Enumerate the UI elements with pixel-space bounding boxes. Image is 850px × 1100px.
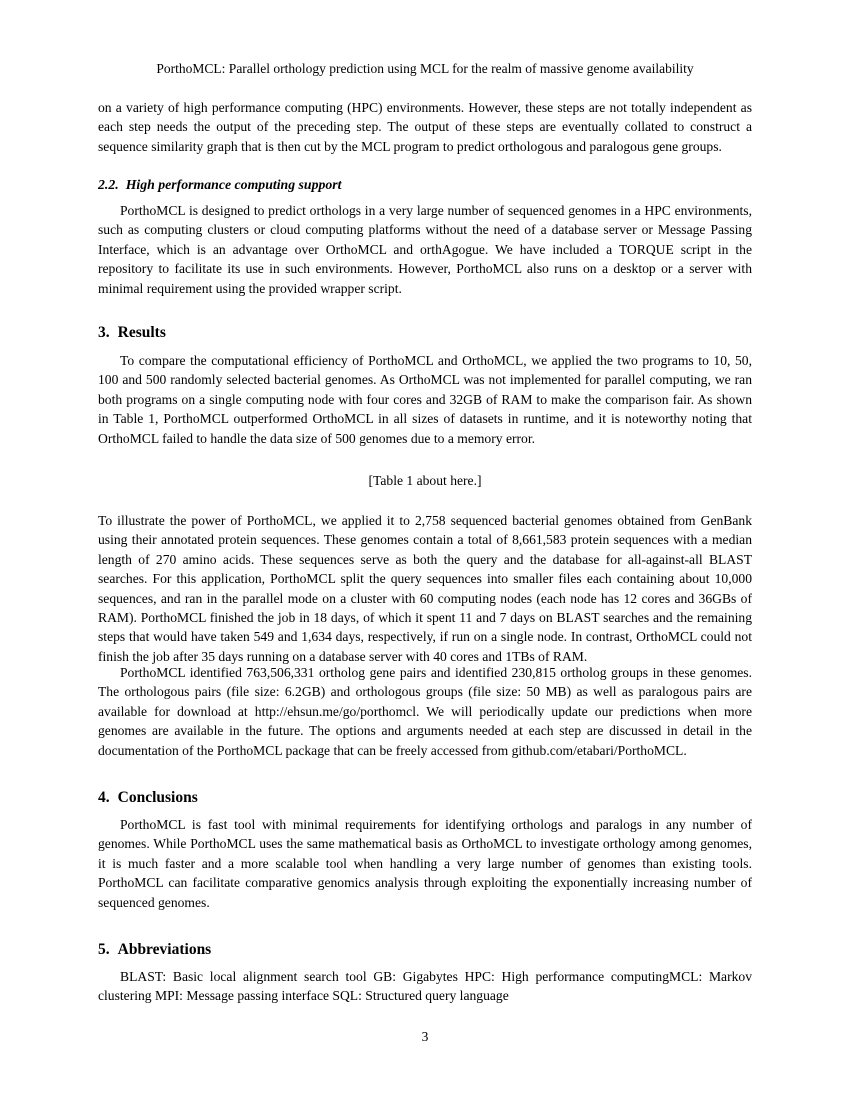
section-title: Results bbox=[117, 324, 166, 341]
table-placeholder-note: [Table 1 about here.] bbox=[368, 473, 482, 488]
paragraph-hpc-support: PorthoMCL is designed to predict orthologs in a very large number of sequenced genomes in a HPC environments, such as computing clusters or cloud computing platforms without the need of a database server or Message Passing Interface, which is an advantage over OrthoMCL and orthAgogue. We have included a TORQUE script in the repository to facilitate its use in such environments. However, PorthoMCL also runs on a desktop or a server with minimal requirement using the provided wrapper script. bbox=[98, 203, 752, 296]
paragraph-abbreviations: BLAST: Basic local alignment search tool GB: Gigabytes HPC: High performance computingMCL: Markov clustering MPI: Message passing interface SQL: Structured query language bbox=[98, 969, 752, 1004]
running-header: PorthoMCL: Parallel orthology prediction using MCL for the realm of massive genome availability bbox=[156, 61, 694, 76]
section-heading-abbreviations bbox=[98, 940, 752, 959]
section-heading-conclusions bbox=[98, 788, 752, 807]
page-number: 3 bbox=[421, 1029, 429, 1044]
paragraph-results-comparison: To compare the computational efficiency of PorthoMCL and OrthoMCL, we applied the two programs to 10, 50, 100 and 500 randomly selected bacterial genomes. As OrthoMCL was not implemented for parallel computing, we ran both programs on a single computing node with four cores and 32GB of RAM to make the comparison fair. As shown in Table 1, PorthoMCL outperformed OrthoMCL in all sizes of datasets in runtime, and it is noteworthy noting that OrthoMCL failed to handle the data size of 500 genomes due to a memory error. bbox=[98, 353, 752, 446]
subsection-title: High performance computing support bbox=[125, 177, 342, 192]
paragraph-conclusions: PorthoMCL is fast tool with minimal requirements for identifying orthologs and paralogs in any number of genomes. While PorthoMCL uses the same mathematical basis as OrthoMCL to investigate orthology among genomes, it is much faster and a more scalable tool when handling a very large number of genomes than existing tools. PorthoMCL can facilitate comparative genomics analysis through exploiting the exponentially increasing number of sequenced genomes. bbox=[98, 817, 752, 910]
paragraph-results-orthologs: PorthoMCL identified 763,506,331 ortholog gene pairs and identified 230,815 ortholog groups in these genomes. The orthologous pairs (file size: 6.2GB) and orthologous groups (file size: 50 MB) as well as paralogous pairs are available for download at http://ehsun.me/go/porthomcl. We will periodically update our predictions when more genomes are available in the future. The options and arguments needed at each step are discussed in detail in the documentation of the PorthoMCL package that can be freely accessed from github.com/etabari/PorthoMCL. bbox=[98, 665, 752, 758]
section-number: 3. bbox=[98, 324, 110, 341]
subsection-heading-hpc-support bbox=[98, 176, 752, 194]
subsection-number: 2.2. bbox=[98, 177, 119, 192]
paragraph-intro-continuation: on a variety of high performance computing (HPC) environments. However, these steps are not totally independent as each step needs the output of the preceding step. The output of these steps are eventually collated to construct a sequence similarity graph that is then cut by the MCL program to predict orthologous and paralogous gene groups. bbox=[98, 100, 752, 154]
section-number: 5. bbox=[98, 941, 110, 958]
paragraph-results-genbank: To illustrate the power of PorthoMCL, we applied it to 2,758 sequenced bacterial genomes obtained from GenBank using their annotated protein sequences. These genomes contain a total of 8,661,583 protein sequences with a median length of 270 amino acids. These sequences serve as both the query and the database for all-against-all BLAST searches. For this application, PorthoMCL split the query sequences into smaller files each containing about 10,000 sequences, and ran in the parallel mode on a cluster with 60 computing nodes (each node has 12 cores and 36GBs of RAM). PorthoMCL finished the job in 18 days, of which it spent 11 and 7 days on BLAST searches and the remaining steps that would have taken 549 and 1,634 days, respectively, if run on a single node. In contrast, OrthoMCL could not finish the job after 35 days running on a database server with 40 cores and 1TBs of RAM. bbox=[98, 513, 752, 664]
section-number: 4. bbox=[98, 789, 110, 806]
section-heading-results bbox=[98, 323, 752, 342]
section-title: Abbreviations bbox=[117, 941, 212, 958]
section-title: Conclusions bbox=[117, 789, 198, 806]
